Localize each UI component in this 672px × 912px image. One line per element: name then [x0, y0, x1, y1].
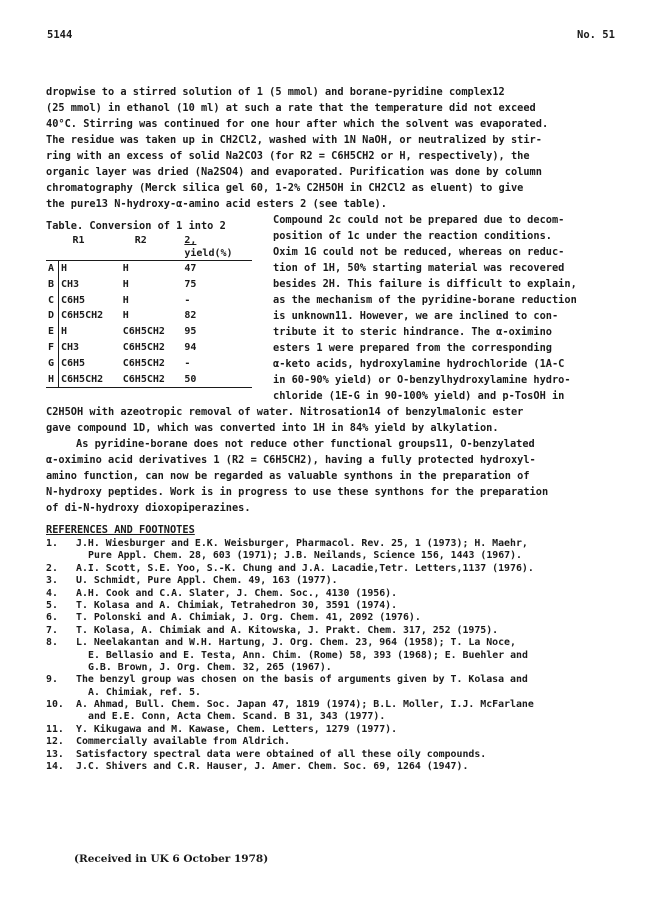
row-key: F [46, 340, 59, 356]
row-key: B [46, 277, 59, 293]
reference-item [46, 650, 626, 662]
reference-number: 4. [46, 587, 58, 599]
reference-text: A.H. Cook and C.A. Slater, J. Chem. Soc., 4130 (1956). [76, 587, 398, 599]
reference-number [46, 650, 76, 662]
cell-r2: H [122, 310, 129, 322]
reference-item [46, 724, 626, 736]
reference-number: 2. [46, 562, 58, 574]
reference-item [46, 736, 626, 748]
reference-text: J.H. Wiesburger and E.K. Weisburger, Pharmacol. Rev. 25, 1 (1973); H. Maehr, [76, 538, 528, 549]
reference-text: L. Neelakantan and W.H. Hartung, J. Org. Chem. 23, 964 (1958); T. La Noce, [76, 637, 516, 649]
reference-item [46, 600, 626, 612]
text-line: 40°C. Stirring was continued for one hour after which the solvent was evaporated. [46, 118, 549, 130]
text-line: tion of 1H, 50% starting material was recovered [273, 262, 565, 274]
cell-yield: 95 [184, 326, 197, 338]
reference-text: A.I. Scott, S.E. Yoo, S.-K. Chung and J.A. Lacadie,Tetr. Letters,1137 (1976). [76, 562, 534, 574]
text-line: As pyridine-borane does not reduce other functional groups11, O-benzylated [76, 438, 535, 450]
cell-r2: H [122, 294, 129, 306]
header-r1: R1 [72, 235, 85, 246]
cell-r1: C6H5CH2 [61, 310, 104, 322]
reference-number: 10. [46, 699, 64, 711]
cell-r1: H [59, 261, 121, 277]
reference-text: Pure Appl. Chem. 28, 603 (1971); J.B. Neilands, Science 156, 1443 (1967). [88, 550, 523, 562]
text-line: Compound 2c could not be prepared due to decom- [273, 214, 565, 226]
reference-item [46, 550, 626, 562]
text-line: chloride (1E-G in 90-100% yield) and p-TosOH in [273, 390, 565, 402]
text-line: Oxim 1G could not be reduced, whereas on reduc- [273, 246, 565, 258]
cell-yield: 82 [184, 310, 197, 322]
text-line: chromatography (Merck silica gel 60, 1-2% C2H5OH in CH2Cl2 as eluent) to give [46, 182, 524, 194]
row-key: E [46, 324, 59, 340]
reference-number: 13. [46, 748, 64, 760]
reference-text: Commercially available from Aldrich. [76, 736, 291, 748]
table-row [46, 293, 252, 309]
reference-item [46, 625, 626, 637]
cell-r1: C6H5CH2 [59, 372, 121, 388]
row-key: H [46, 372, 59, 388]
reference-text: Y. Kikugawa and M. Kawase, Chem. Letters, 1279 (1977). [76, 723, 398, 735]
reference-text: Satisfactory spectral data were obtained of all these oily compounds. [76, 748, 487, 760]
table-row [46, 308, 252, 324]
reference-number [46, 687, 76, 699]
reference-item [46, 711, 626, 723]
reference-number [46, 662, 76, 674]
cell-r2: H [121, 261, 183, 277]
reference-number: 1. [46, 538, 58, 549]
reference-text: T. Kolasa, A. Chimiak and A. Kitowska, J. Prakt. Chem. 317, 252 (1975). [76, 624, 499, 636]
text-line: amino function, can now be regarded as valuable synthons in the preparation of [46, 470, 530, 482]
text-line: gave compound 1D, which was converted into 1H in 84% yield by alkylation. [46, 422, 499, 434]
reference-number: 3. [46, 575, 58, 587]
text-line: esters 1 were prepared from the corresponding [273, 342, 552, 354]
row-key: A [46, 261, 59, 277]
cell-r1: C6H5 [61, 294, 86, 306]
cell-r1: C6H5 [61, 357, 86, 369]
header-compound: 2, [184, 235, 197, 246]
cell-yield: 94 [184, 341, 197, 353]
cell-yield: - [184, 294, 191, 306]
table-row [46, 261, 252, 277]
reference-text: J.C. Shivers and C.R. Hauser, J. Amer. Chem. Soc. 69, 1264 (1947). [76, 761, 469, 773]
text-line: in 60-90% yield) or O-benzylhydroxylamine hydro- [273, 374, 571, 386]
paragraph-conclusion [46, 436, 626, 516]
reference-item [46, 761, 626, 773]
reference-text: The benzyl group was chosen on the basis of arguments given by T. Kolasa and [76, 674, 528, 686]
text-line: position of 1c under the reaction conditions. [273, 230, 552, 242]
reference-number: 11. [46, 723, 64, 735]
row-key: G [46, 356, 59, 372]
reference-item [46, 612, 626, 624]
text-line: as the mechanism of the pyridine-borane reduction [273, 294, 577, 306]
reference-text: E. Bellasio and E. Testa, Ann. Chim. (Rome) 58, 393 (1968); E. Buehler and [88, 649, 528, 661]
table-row [46, 372, 252, 388]
table-row [46, 356, 252, 372]
table-header-row [46, 247, 252, 261]
cell-r2: C6H5CH2 [122, 341, 165, 353]
reference-number: 6. [46, 612, 58, 624]
reference-number: 8. [46, 637, 58, 649]
text-line: (25 mmol) in ethanol (10 ml) at such a rate that the temperature did not exceed [46, 102, 536, 114]
header-yield: yield(%) [184, 248, 233, 259]
reference-number: 12. [46, 736, 64, 748]
table-row [46, 277, 252, 293]
text-line: dropwise to a stirred solution of 1 (5 mmol) and borane-pyridine complex12 [46, 86, 505, 98]
reference-item [46, 662, 626, 674]
text-line: The residue was taken up in CH2Cl2, washed with 1N NaOH, or neutralized by stir- [46, 134, 542, 146]
reference-item [46, 637, 626, 649]
reference-number: 14. [46, 761, 64, 773]
reference-item [46, 588, 626, 600]
text-line: the pure13 N-hydroxy-α-amino acid esters 2 (see table). [46, 198, 387, 210]
row-key: D [46, 308, 59, 324]
text-line: α-oximino acid derivatives 1 (R2 = C6H5CH2), having a fully protected hydroxyl- [46, 454, 536, 466]
cell-r1: CH3 [61, 278, 80, 290]
received-date: (Received in UK 6 October 1978) [74, 853, 269, 865]
paragraph-procedure [46, 84, 626, 212]
reference-text: T. Polonski and A. Chimiak, J. Org. Chem. 41, 2092 (1976). [76, 612, 421, 624]
table-caption: Table. Conversion of 1 into 2 [46, 220, 226, 232]
cell-r2: H [122, 278, 129, 290]
reference-number: 7. [46, 624, 58, 636]
page-number: 5144 [47, 29, 73, 41]
issue-number: No. 51 [577, 29, 615, 41]
reference-item [46, 538, 626, 550]
reference-item [46, 674, 626, 686]
cell-yield: 50 [182, 372, 252, 388]
reference-text: T. Kolasa and A. Chimiak, Tetrahedron 30, 3591 (1974). [76, 599, 398, 611]
reference-item [46, 563, 626, 575]
table-row [46, 340, 252, 356]
paragraph-nitrosation [46, 404, 626, 436]
conversion-table [46, 212, 268, 388]
references-section [46, 522, 626, 773]
text-line: tribute it to steric hindrance. The α-oximino [273, 326, 552, 338]
reference-number [46, 711, 76, 723]
reference-text: A. Chimiak, ref. 5. [88, 686, 201, 698]
results-table [46, 234, 252, 388]
text-line: is unknown11. However, we are inclined to con- [273, 310, 559, 322]
cell-r2: C6H5CH2 [121, 372, 183, 388]
text-line: C2H5OH with azeotropic removal of water. Nitrosation14 of benzylmalonic ester [46, 406, 524, 418]
text-line: of di-N-hydroxy dioxopiperazines. [46, 502, 251, 514]
table-row [46, 324, 252, 340]
cell-yield: 47 [182, 261, 252, 277]
reference-item [46, 699, 626, 711]
reference-number [46, 550, 76, 562]
reference-item [46, 749, 626, 761]
reference-text: G.B. Brown, J. Org. Chem. 32, 265 (1967). [88, 661, 332, 673]
cell-yield: - [184, 357, 191, 369]
cell-r1: CH3 [61, 341, 80, 353]
table-section [46, 212, 626, 404]
text-line: organic layer was dried (Na2SO4) and evaporated. Purification was done by column [46, 166, 542, 178]
cell-r2: C6H5CH2 [122, 326, 165, 338]
text-line: ring with an excess of solid Na2CO3 (for R2 = C6H5CH2 or H, respectively), the [46, 150, 530, 162]
cell-r1: H [61, 326, 68, 338]
cell-yield: 75 [184, 278, 197, 290]
discussion-column [273, 212, 629, 404]
reference-text: and E.E. Conn, Acta Chem. Scand. B 31, 343 (1977). [88, 711, 386, 723]
reference-item [46, 575, 626, 587]
text-line: besides 2H. This failure is difficult to explain, [273, 278, 577, 290]
article-body [46, 84, 626, 773]
reference-number: 5. [46, 599, 58, 611]
header-r2: R2 [134, 235, 147, 246]
row-key: C [46, 293, 59, 309]
reference-text: U. Schmidt, Pure Appl. Chem. 49, 163 (1977). [76, 575, 338, 587]
table-header-row [46, 234, 252, 247]
reference-text: A. Ahmad, Bull. Chem. Soc. Japan 47, 1819 (1974); B.L. Moller, I.J. McFarlane [76, 699, 534, 711]
reference-number: 9. [46, 674, 58, 686]
text-line: α-keto acids, hydroxylamine hydrochloride (1A-C [273, 358, 565, 370]
references-heading: REFERENCES AND FOOTNOTES [46, 524, 195, 536]
cell-r2: C6H5CH2 [122, 357, 165, 369]
text-line: N-hydroxy peptides. Work is in progress to use these synthons for the preparation [46, 486, 549, 498]
reference-item [46, 687, 626, 699]
